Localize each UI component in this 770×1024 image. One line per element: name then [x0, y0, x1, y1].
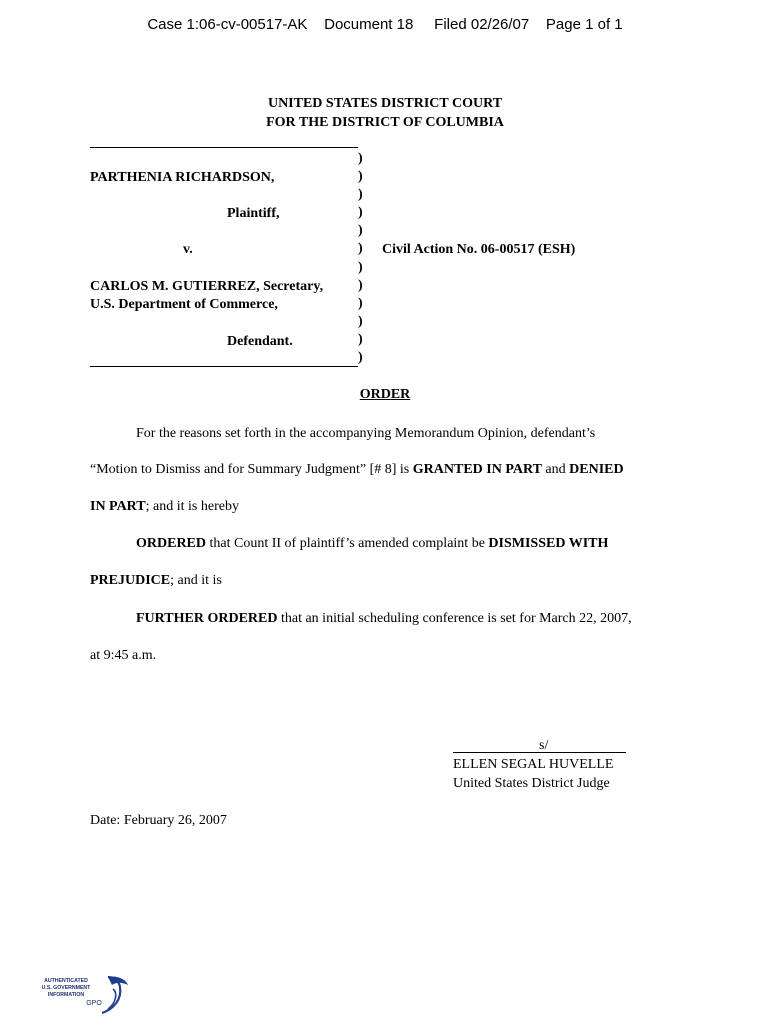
caption-parenthesis: ) [358, 205, 363, 221]
order-emphasis: DISMISSED WITH [488, 536, 609, 551]
order-emphasis: GRANTED IN PART [412, 462, 542, 477]
caption-parenthesis: ) [358, 241, 363, 257]
caption-parenthesis: ) [358, 259, 363, 275]
court-name-line-2: FOR THE DISTRICT OF COLUMBIA [266, 115, 504, 130]
gpo-seal-line-4: GPO [86, 1000, 102, 1007]
caption-parentheses [358, 150, 368, 367]
versus-label: v. [183, 242, 193, 257]
order-emphasis: PREJUDICE [90, 573, 171, 588]
order-date: Date: February 26, 2007 [90, 813, 227, 828]
order-paragraph-2-line-2 [90, 572, 222, 590]
order-text: and [541, 462, 570, 477]
order-title: ORDER [359, 387, 411, 402]
caption-parenthesis: ) [358, 169, 363, 185]
court-name-line-1: UNITED STATES DISTRICT COURT [267, 96, 503, 111]
order-emphasis: DENIED [569, 462, 624, 477]
document-number: Document 18 [324, 16, 414, 33]
filing-header [0, 16, 770, 33]
case-number: Case 1:06-cv-00517-AK [147, 16, 308, 33]
caption-parenthesis: ) [358, 295, 363, 311]
caption-parenthesis: ) [358, 187, 363, 203]
caption-parenthesis: ) [358, 331, 363, 347]
judge-name: ELLEN SEGAL HUVELLE [453, 757, 614, 772]
order-paragraph-1-line-1: For the reasons set forth in the accompanying Memorandum Opinion, defendant’s [136, 426, 596, 441]
order-text: that an initial scheduling conference is set for March 22, 2007, [277, 611, 632, 626]
order-paragraph-3-line-1 [136, 610, 632, 628]
order-text: ; and it is [170, 573, 222, 588]
caption-parenthesis: ) [358, 350, 363, 366]
order-text: that Count II of plaintiff’s amended complaint be [206, 536, 489, 551]
signature-line [453, 752, 626, 753]
caption-bottom-rule [90, 366, 358, 367]
civil-action-number: Civil Action No. 06-00517 (ESH) [382, 242, 576, 257]
signature-mark: s/ [539, 738, 549, 753]
caption-parenthesis: ) [358, 277, 363, 293]
order-paragraph-1-line-2 [90, 461, 624, 479]
plaintiff-name: PARTHENIA RICHARDSON, [90, 170, 275, 185]
gpo-authentication-seal [42, 973, 134, 1017]
order-emphasis: FURTHER ORDERED [136, 611, 278, 626]
order-paragraph-2-line-1 [136, 535, 608, 553]
judge-title: United States District Judge [453, 776, 610, 791]
defendant-role: Defendant. [227, 334, 293, 349]
caption-top-rule [90, 147, 358, 148]
filed-date: Filed 02/26/07 [434, 16, 530, 33]
caption-parenthesis: ) [358, 313, 363, 329]
defendant-name: CARLOS M. GUTIERREZ, Secretary, [90, 279, 324, 294]
gpo-seal-line-2: U.S. GOVERNMENT [42, 985, 91, 991]
order-paragraph-3-line-2: at 9:45 a.m. [90, 648, 157, 663]
court-name [0, 94, 770, 132]
defendant-agency: U.S. Department of Commerce, [90, 297, 278, 312]
gpo-seal-line-1: AUTHENTICATED [44, 978, 88, 984]
order-text: ; and it is hereby [145, 499, 239, 514]
order-emphasis: IN PART [90, 499, 146, 514]
plaintiff-role: Plaintiff, [227, 206, 280, 221]
caption-parenthesis: ) [358, 151, 363, 166]
caption-parenthesis: ) [358, 223, 363, 239]
order-paragraph-1-line-3 [90, 498, 239, 516]
gpo-seal-line-3: INFORMATION [47, 992, 85, 998]
order-text: “Motion to Dismiss and for Summary Judgment” [# 8] is [90, 462, 413, 477]
page-indicator: Page 1 of 1 [545, 16, 623, 33]
order-emphasis: ORDERED [136, 536, 207, 551]
